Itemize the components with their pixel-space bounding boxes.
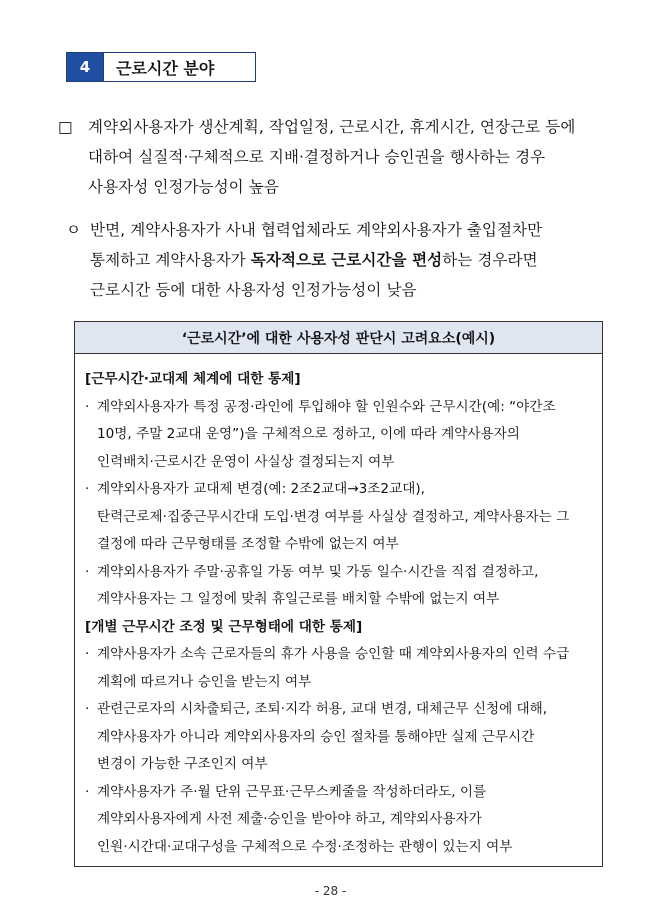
paragraph-2-line-1: 반면, 계약사용자가 사내 협력업체라도 계약외사용자가 출입절차만 bbox=[90, 221, 543, 239]
page-number: - 28 - bbox=[314, 884, 347, 898]
emphasis-work-hours: 근로시간을 편성 bbox=[331, 251, 443, 269]
line-2-pre: 통제하고 계약사용자가 bbox=[90, 251, 251, 269]
paragraph-2-line-3: 근로시간 등에 대한 사용자성 인정가능성이 낮음 bbox=[90, 281, 417, 299]
list-item: · 관련근로자의 시차출퇴근, 조퇴·지각 허용, 교대 변경, 대체근무 신청에 대해, 계약사용자가 아니라 계약외사용자의 승인 절차를 통해야만 실제 근무시간 변경이 가능한 구조인지 여부 bbox=[85, 701, 548, 772]
emphasis-independent: 독자적으로 bbox=[250, 251, 327, 269]
list-item: · 계약외사용자가 주말·공휴일 가동 여부 및 가동 일수·시간을 직접 결정하고, 계약사용자는 그 일정에 맞춰 휴일근로를 배치할 수밖에 없는지 여부 bbox=[85, 563, 539, 607]
paragraph-1-line-2: 대하여 실질적·구체적으로 지배·결정하거나 승인권을 행사하는 경우 bbox=[88, 148, 546, 166]
section-number: 4 bbox=[67, 53, 103, 81]
list-item: · 계약사용자가 주·월 단위 근무표·근무스케줄을 작성하더라도, 이를 계약외사용자에게 사전 제출·승인을 받아야 하고, 계약외사용자가 인원·시간대·교대구성을 구체적으로 수정·조정하는 관행이 있는지 여부 bbox=[85, 783, 513, 855]
group-1-title: [근무시간·교대제 체계에 대한 통제] bbox=[85, 371, 301, 387]
criteria-box bbox=[74, 321, 603, 867]
criteria-box-title: ‘근로시간’에 대한 사용자성 판단시 고려요소(예시) bbox=[75, 322, 602, 354]
list-item: · 계약외사용자가 교대제 변경(예: 2조2교대→3조2교대), 탄력근로제·집중근무시간대 도입·변경 여부를 사실상 결정하고, 계약사용자는 그 결정에 따라 근무형태를 조정할 수밖에 없는지 여부 bbox=[85, 481, 570, 552]
group-2-title: [개별 근무시간 조정 및 근무형태에 대한 통제] bbox=[85, 618, 363, 635]
paragraph-2-line-2 bbox=[66, 245, 616, 275]
list-item: · 계약사용자가 소속 근로자들의 휴가 사용을 승인할 때 계약외사용자의 인력 수급 계획에 따르거나 승인을 받는지 여부 bbox=[85, 646, 570, 690]
list-item: · 계약외사용자가 특정 공정·라인에 투입해야 할 인원수와 근무시간(예: “야간조 10명, 주말 2교대 운영”)을 구체적으로 정하고, 이에 따라 계약사용자의 인력배치·근로시간 운영이 사실상 결정되는지 여부 bbox=[85, 398, 556, 470]
paragraph-1 bbox=[58, 112, 618, 202]
section-title: 근로시간 분야 bbox=[103, 53, 255, 81]
paragraph-1-line-1: 계약외사용자가 생산계획, 작업일정, 근로시간, 휴게시간, 연장근로 등에 bbox=[88, 118, 576, 136]
line-2-post: 하는 경우라면 bbox=[442, 251, 538, 269]
paragraph-1-line-3: 사용자성 인정가능성이 높음 bbox=[88, 178, 279, 196]
checkbox-bullet-icon: □ bbox=[58, 118, 73, 136]
circle-bullet-icon: ㅇ bbox=[66, 221, 82, 239]
section-header bbox=[66, 52, 256, 82]
paragraph-2 bbox=[66, 215, 616, 305]
